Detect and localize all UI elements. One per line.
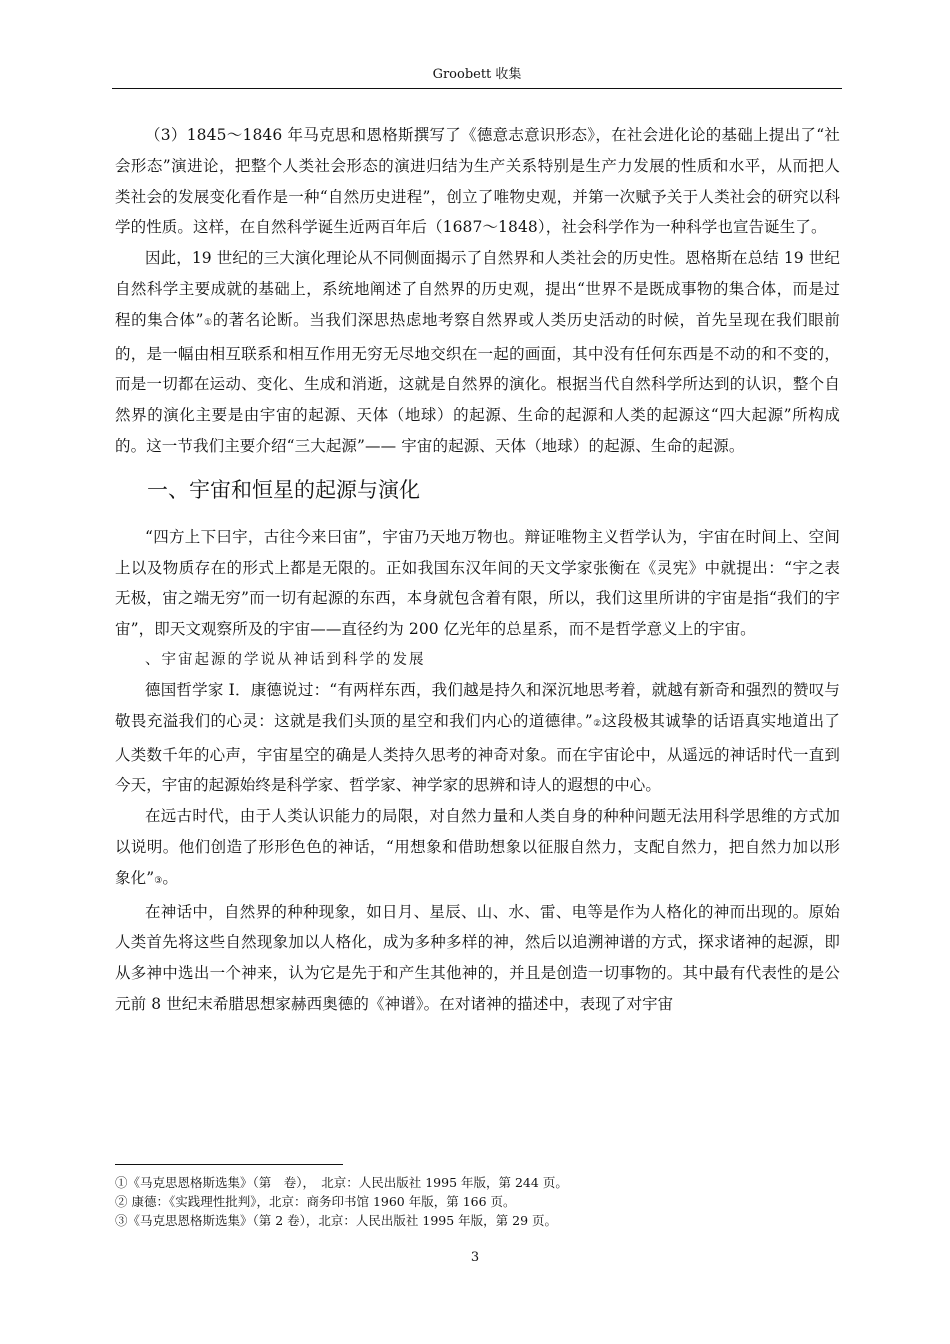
text-run: 在远古时代，由于人类认识能力的局限，对自然力量和人类自身的种种问题无法用科学思维的方式加以说明。他们创造了形形色色的神话，“用想象和借助想象以征服自然力，支配自然力，把自然力加以形象化” [115,807,840,887]
paragraph-evolution-theories [115,243,840,462]
subsection-heading: 、宇宙起源的学说从神话到科学的发展 [145,651,426,668]
text-run: 的著名论断。当我们深思热虑地考察自然界或人类历史活动的时候，首先呈现在我们眼前的，是一幅由相互联系和相互作用无穷无尽地交织在一起的画面，其中没有任何东西是不动的和不变的，而是一切都在运动、变化、生成和消逝，这就是自然界的演化。根据当代自然科学所达到的认识，整个自然界的演化主要是由宇宙的起源、天体（地球）的起源、生命的起源和人类的起源这“四大起源”所构成的。这一节我们主要介绍“三大起源”—— 宇宙的起源、天体（地球）的起源、生命的起源。 [115,310,840,455]
page-number: 3 [470,1250,480,1265]
main-text [115,120,840,1020]
footnote-1: ①《马克思恩格斯选集》（第 卷）， 北京：人民出版社 1995 年版，第 244 页。 [115,1175,568,1190]
text-run: 因此，19 世纪的三大演化理论从不同侧面揭示了自然界和人类社会的历史性。恩格斯在总结 19 世纪自然科学主要成就的基础上，系统地阐述了自然界的历史观，提出“世界不是既成事物的集合体，而是过程的集合体” [115,249,840,329]
header-divider [112,88,842,89]
footnotes [115,1173,840,1230]
text-run: 德国哲学家 I．康德说过：“有两样东西，我们越是持久和深沉地思考着，就越有新奇和强烈的赞叹与敬畏充溢我们的心灵：这就是我们头顶的星空和我们内心的道德律。” [115,680,840,730]
footnote-ref-2[interactable]: ② [592,718,602,729]
text-run: 这段极其诚挚的话语真实地道出了人类数千年的心声，宇宙星空的确是人类持久思考的神奇对象。而在宇宙论中，从遥远的神话时代一直到今天，宇宙的起源始终是科学家、哲学家、神学家的思辨和诗人的遐想的中心。 [115,711,841,795]
paragraph-ancient-times [115,801,840,896]
footnote-ref-1[interactable]: ① [203,317,213,328]
footnote-2: ② 康德：《实践理性批判》，北京：商务印书馆 1960 年版，第 166 页。 [115,1194,516,1209]
paragraph-ideology: （3）1845～1846 年马克思和恩格斯撰写了《德意志意识形态》，在社会进化论的基础上提出了“社会形态”演进论，把整个人类社会形态的演进归结为生产关系特别是生产力发展的性质和水平，从而把人类社会的发展变化看作是一种“自然历史进程”，创立了唯物史观，并第一次赋予关于人类社会的研究以科学的性质。这样，在自然科学诞生近两百年后（1687～1848），社会科学作为一种科学也宣告诞生了。 [115,126,840,237]
footnote-3: ③《马克思恩格斯选集》（第 2 卷），北京：人民出版社 1995 年版，第 29 页。 [115,1213,558,1228]
paragraph-kant [115,675,840,801]
footnote-divider [115,1164,343,1165]
text-run: 。 [162,868,179,887]
paragraph-mythology: 在神话中，自然界的种种现象，如日月、星辰、山、水、雷、电等是作为人格化的神而出现的。原始人类首先将这些自然现象加以人格化，成为多种多样的神，然后以追溯神谱的方式，探求诸神的起源，即从多神中选出一个神来，认为它是先于和产生其他神的，并且是创造一切事物的。其中最有代表性的是公元前 8 世纪末希腊思想家赫西奥德的《神谱》。在对诸神的描述中，表现了对宇宙 [115,902,840,1013]
page-header: Groobett 收集 [432,67,522,82]
section-heading: 一、宇宙和恒星的起源与演化 [147,477,420,502]
paragraph-universe-definition: “四方上下曰宇，古往今来曰宙”，宇宙乃天地万物也。辩证唯物主义哲学认为，宇宙在时间上、空间上以及物质存在的形式上都是无限的。正如我国东汉年间的天文学家张衡在《灵宪》中就提出：“宇之表无极，宙之端无穷”而一切有起源的东西，本身就包含着有限，所以，我们这里所讲的宇宙是指“我们的宇宙”，即天文观察所及的宇宙——直径约为 200 亿光年的总星系，而不是哲学意义上的宇宙。 [115,527,840,639]
footnote-ref-3[interactable]: ③ [154,875,163,886]
